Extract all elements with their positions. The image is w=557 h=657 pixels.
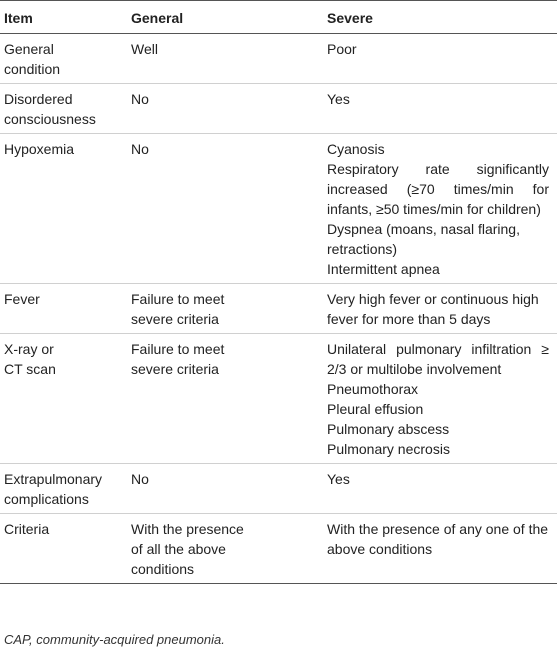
general-cell — [131, 284, 327, 334]
severe-text: With the presence of any one of the above conditions — [327, 521, 549, 557]
item-text: Hypoxemia — [4, 141, 75, 157]
item-text: Criteria — [4, 521, 50, 537]
item-cell — [0, 464, 131, 514]
item-cell — [0, 334, 131, 464]
table-row — [0, 464, 557, 514]
severe-cell — [327, 134, 557, 284]
general-cell — [131, 334, 327, 464]
general-text: Failure to meet — [131, 291, 225, 307]
severe-text: Cyanosis — [327, 141, 385, 157]
general-text: No — [131, 141, 149, 157]
general-cell — [131, 514, 327, 584]
severe-cell — [327, 514, 557, 584]
item-text: Extrapulmonary — [4, 471, 103, 487]
item-cell — [0, 284, 131, 334]
header-general: General — [131, 1, 327, 34]
severe-text: Unilateral pulmonary infiltration ≥ 2/3 or multilobe involvement — [327, 341, 549, 377]
general-text: With the presence — [131, 521, 244, 537]
severe-cell — [327, 84, 557, 134]
item-text: Fever — [4, 291, 40, 307]
general-text: Failure to meet — [131, 341, 225, 357]
severe-cell — [327, 34, 557, 84]
severe-text: Pulmonary abscess — [327, 421, 450, 437]
table-row — [0, 284, 557, 334]
general-cell — [131, 34, 327, 84]
table-row — [0, 84, 557, 134]
severe-text: Very high fever or continuous high fever for more than 5 days — [327, 291, 539, 327]
item-cell — [0, 84, 131, 134]
general-text: No — [131, 91, 149, 107]
item-text: consciousness — [4, 111, 96, 127]
severe-cell — [327, 464, 557, 514]
table-header-row — [0, 1, 557, 34]
item-text: General — [4, 41, 54, 57]
general-text: severe criteria — [131, 361, 219, 377]
severe-text: Intermittent apnea — [327, 261, 440, 277]
severe-text: Pleural effusion — [327, 401, 424, 417]
general-text: No — [131, 471, 149, 487]
general-text: of all the above — [131, 541, 226, 557]
item-text: CT scan — [4, 361, 56, 377]
item-cell — [0, 34, 131, 84]
severe-text: Yes — [327, 91, 350, 107]
severe-text: Dyspnea (moans, nasal flaring, retractions) — [327, 221, 520, 257]
severe-text: Yes — [327, 471, 350, 487]
severe-text: Pulmonary necrosis — [327, 441, 450, 457]
table-row — [0, 334, 557, 464]
item-text: Disordered — [4, 91, 73, 107]
severe-cell — [327, 334, 557, 464]
general-text: Well — [131, 41, 158, 57]
table-footnote: CAP, community-acquired pneumonia. — [4, 632, 225, 647]
table-row — [0, 514, 557, 584]
item-text: X-ray or — [4, 341, 54, 357]
item-text: complications — [4, 491, 89, 507]
table-row — [0, 34, 557, 84]
severe-text: Respiratory rate significantly increased (≥70 times/min for infants, ≥50 times/min for children) — [327, 161, 549, 217]
general-text: conditions — [131, 561, 195, 577]
header-item: Item — [0, 1, 131, 34]
severe-text: Poor — [327, 41, 357, 57]
item-cell — [0, 134, 131, 284]
severe-text: Pneumothorax — [327, 381, 419, 397]
item-cell — [0, 514, 131, 584]
table-row — [0, 134, 557, 284]
general-cell — [131, 84, 327, 134]
header-severe: Severe — [327, 1, 557, 34]
item-text: condition — [4, 61, 61, 77]
general-text: severe criteria — [131, 311, 219, 327]
severe-cell — [327, 284, 557, 334]
general-cell — [131, 134, 327, 284]
general-cell — [131, 464, 327, 514]
